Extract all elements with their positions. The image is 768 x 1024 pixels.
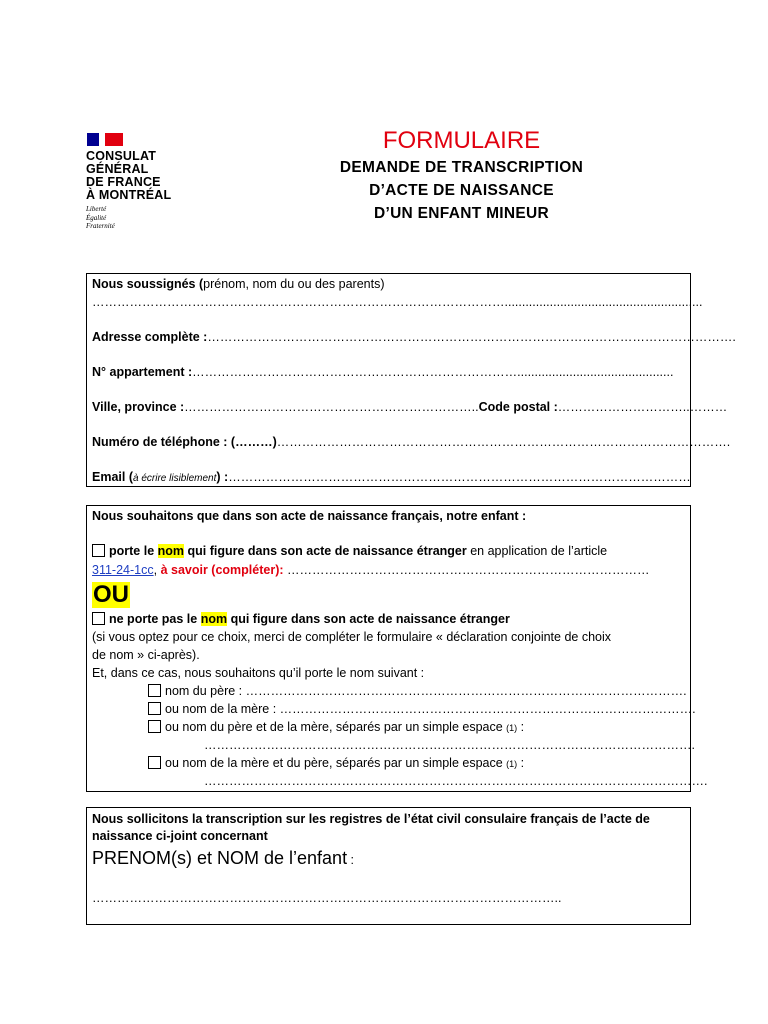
footnote-marker: (1): [506, 759, 518, 769]
child-name-section: [86, 807, 691, 925]
keep-name-text-2: qui figure dans son acte de naissance étranger: [184, 544, 467, 558]
option-note-line2: de nom » ci-après).: [92, 648, 200, 662]
parents-label-line: [92, 276, 385, 292]
logo-motto: [86, 205, 206, 231]
choice-father-mother-checkbox[interactable]: [148, 720, 161, 733]
not-keep-name-checkbox[interactable]: [92, 612, 105, 625]
name-choice-intro: Nous souhaitons que dans son acte de naissance français, notre enfant :: [92, 509, 527, 523]
postal-code-label: Code postal :: [478, 400, 558, 414]
ou-separator: OU: [93, 581, 129, 608]
apartment-label: N° appartement :: [92, 365, 193, 379]
option-then-line: Et, dans ce cas, nous souhaitons qu’il porte le nom suivant :: [92, 666, 425, 680]
form-header: [300, 126, 623, 225]
logo-line: CONSULAT: [86, 149, 157, 163]
apartment-line: [92, 364, 673, 380]
keep-name-text: porte le: [109, 544, 158, 558]
choice-mother-text: ou nom de la mère : ……………………………………………………………………………………….: [165, 702, 696, 716]
city-field[interactable]: ……………………………………………………………..: [184, 400, 479, 414]
motto-line: Fraternité: [86, 222, 115, 230]
choice-mother-father-checkbox[interactable]: [148, 756, 161, 769]
choice-mother-father: [148, 755, 524, 772]
not-keep-name-text: ne porte pas le: [109, 612, 201, 626]
city-label: Ville, province :: [92, 400, 185, 414]
motto-line: Liberté: [86, 205, 107, 213]
keep-name-checkbox[interactable]: [92, 544, 105, 557]
french-flag-icon: [87, 133, 123, 146]
logo-line: DE FRANCE: [86, 175, 161, 189]
parents-hint: prénom, nom du ou des parents): [203, 277, 385, 291]
transcription-request-line2: naissance ci-joint concernant: [92, 829, 268, 843]
option-keep-name-line2: [92, 562, 650, 578]
nom-highlight: nom: [157, 544, 185, 558]
colon: :: [517, 720, 525, 734]
address-line: [92, 329, 736, 345]
apartment-field[interactable]: …………………………………………………………………….............................................: [192, 365, 674, 379]
email-label: Email (: [92, 470, 133, 484]
choice-mother: [148, 701, 696, 717]
email-field[interactable]: …………………………………………………………………………………………………: [228, 470, 691, 484]
keep-name-article-text: en application de l’article: [466, 544, 608, 558]
form-subtitle-line: D’UN ENFANT MINEUR: [373, 205, 550, 222]
email-hint: à écrire lisiblement: [133, 473, 217, 484]
keep-name-field[interactable]: ……………………………………………………………………………: [283, 563, 650, 577]
phone-line: [92, 434, 730, 450]
child-name-colon: :: [347, 853, 355, 867]
form-subtitle-line: D’ACTE DE NAISSANCE: [369, 182, 554, 199]
transcription-request-line1: Nous sollicitons la transcription sur les registres de l’état civil consulaire français de l’acte de: [92, 812, 650, 826]
phone-field[interactable]: ……………………………………………………………………………………………….: [276, 435, 731, 449]
name-choice-section: [86, 505, 708, 792]
parents-label: Nous soussignés (: [92, 277, 204, 291]
form-subtitle-line: DEMANDE DE TRANSCRIPTION: [339, 159, 584, 176]
choice-father-checkbox[interactable]: [148, 684, 161, 697]
not-keep-name-text-2: qui figure dans son acte de naissance étranger: [227, 612, 510, 626]
choice-mother-checkbox[interactable]: [148, 702, 161, 715]
colon: :: [517, 756, 525, 770]
address-label: Adresse complète :: [92, 330, 208, 344]
option-keep-name: [92, 543, 607, 559]
a-savoir-label: à savoir (compléter):: [157, 563, 284, 577]
email-label-close: ) :: [216, 470, 229, 484]
logo-line: GÉNÉRAL: [86, 162, 149, 176]
choice-mother-father-text: ou nom de la mère et du père, séparés par un simple espace: [165, 756, 507, 770]
consulate-logo: [86, 133, 206, 231]
child-name-label: PRENOM(s) et NOM de l’enfant: [92, 848, 348, 868]
choice-father-mother: [148, 719, 524, 736]
logo-text: [86, 150, 206, 202]
option-note-line1: (si vous optez pour ce choix, merci de compléter le formulaire « déclaration conjointe de choix: [92, 630, 612, 644]
nom-highlight: nom: [200, 612, 228, 626]
parents-field[interactable]: ……………………………………………………………………………………….........................................................: [92, 295, 703, 309]
motto-line: Égalité: [86, 213, 107, 222]
form-title: FORMULAIRE: [382, 127, 541, 154]
postal-code-field[interactable]: …………………………..………: [557, 400, 728, 414]
choice-father-mother-field[interactable]: ……………………………………………………………………………………………………….: [204, 738, 695, 752]
parents-info-section: [86, 273, 736, 487]
email-line: [92, 469, 691, 487]
child-name-field[interactable]: …………………………………………………………………………………………………..: [92, 891, 562, 905]
choice-mother-father-field[interactable]: ………………………………………………………………………………………………………….: [204, 774, 708, 788]
choice-father-mother-text: ou nom du père et de la mère, séparés par un simple espace: [165, 720, 507, 734]
child-name-label-line: [92, 847, 354, 869]
logo-line: À MONTRÉAL: [86, 188, 172, 202]
footnote-marker: (1): [506, 723, 518, 733]
choice-father: [148, 683, 687, 699]
article-link[interactable]: 311-24-1cc: [92, 563, 154, 577]
phone-label: Numéro de téléphone : (………): [92, 435, 277, 449]
address-field[interactable]: ……………………………………………………………………………………………………………….: [207, 330, 736, 344]
choice-father-text: nom du père : …………………………………………………………………………………………….: [165, 684, 687, 698]
comma: ,: [153, 563, 158, 577]
option-not-keep-name: [92, 611, 510, 627]
city-line: [92, 399, 727, 415]
